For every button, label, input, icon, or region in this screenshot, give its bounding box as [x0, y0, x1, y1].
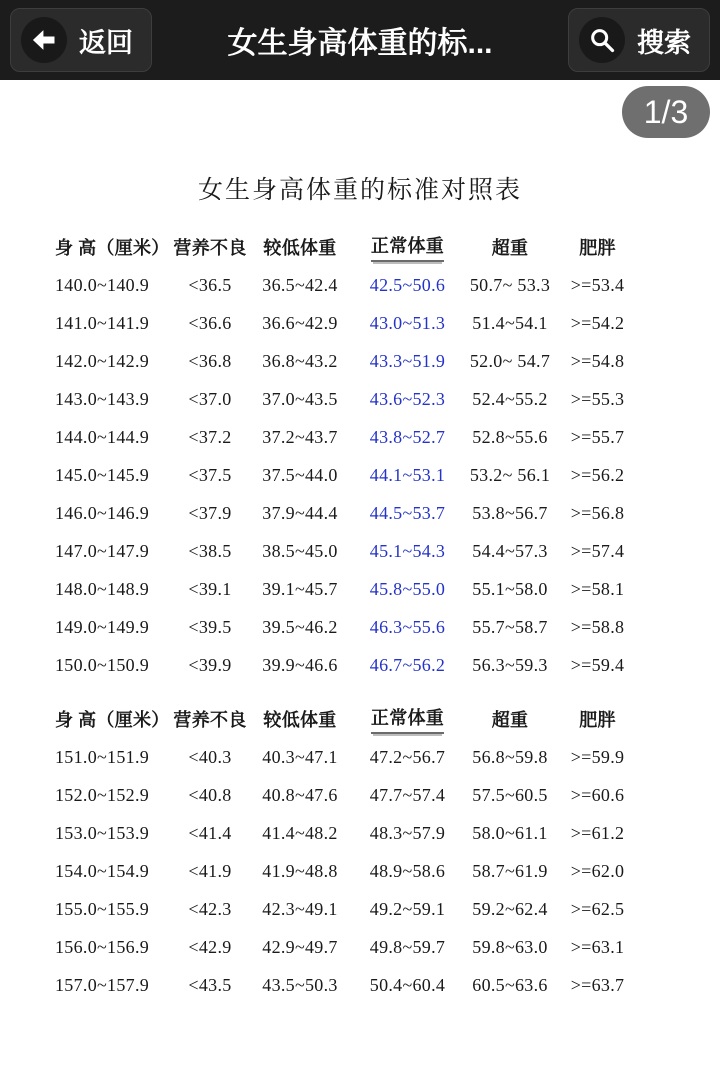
column-header: 正常体重 [350, 704, 465, 734]
table-row [42, 646, 720, 684]
table-cell: 52.4~55.2 [472, 388, 548, 409]
back-button-label: 返回 [79, 27, 133, 58]
table-cell: 44.1~53.1 [369, 464, 446, 485]
table-row [42, 608, 720, 646]
table-cell: 146.0~146.9 [55, 502, 150, 523]
table-cell: 156.0~156.9 [55, 936, 150, 957]
table-cell: >=56.2 [570, 464, 625, 485]
table-cell: >=62.5 [570, 898, 625, 919]
table-cell: >=59.9 [570, 746, 625, 767]
table-cell: >=55.7 [570, 426, 625, 447]
table-cell: 140.0~140.9 [55, 274, 150, 295]
table-row [42, 738, 720, 776]
table-cell: 48.3~57.9 [369, 822, 446, 843]
table-cell: <37.5 [188, 464, 232, 485]
document-table [0, 228, 720, 1004]
table-section-2 [0, 700, 720, 1004]
page-indicator-badge: 1/3 [622, 86, 710, 138]
magnifier-icon [579, 17, 625, 63]
table-cell: 37.2~43.7 [262, 426, 338, 447]
table-cell: 150.0~150.9 [55, 654, 150, 675]
table-cell: 48.9~58.6 [369, 860, 446, 881]
table-cell: >=58.1 [570, 578, 625, 599]
table-row [42, 928, 720, 966]
table-cell: 143.0~143.9 [55, 388, 150, 409]
table-cell: <41.4 [188, 822, 232, 843]
table-cell: 59.8~63.0 [472, 936, 548, 957]
table-cell: >=62.0 [570, 860, 625, 881]
table-cell: 145.0~145.9 [55, 464, 150, 485]
table-cell: 44.5~53.7 [369, 502, 446, 523]
table-cell: 42.3~49.1 [262, 898, 338, 919]
table-cell: 47.7~57.4 [369, 784, 446, 805]
table-cell: 36.8~43.2 [262, 350, 338, 371]
table-cell: 59.2~62.4 [472, 898, 548, 919]
table-cell: 39.5~46.2 [262, 616, 338, 637]
table-cell: 57.5~60.5 [472, 784, 548, 805]
table-cell: 53.2~ 56.1 [469, 464, 551, 485]
table-cell: 51.4~54.1 [472, 312, 548, 333]
table-cell: >=53.4 [570, 274, 625, 295]
table-cell: 42.9~49.7 [262, 936, 338, 957]
table-cell: <39.1 [188, 578, 232, 599]
table-cell: <42.9 [188, 936, 232, 957]
table-cell: >=61.2 [570, 822, 625, 843]
table-cell: 36.6~42.9 [262, 312, 338, 333]
table-cell: >=57.4 [570, 540, 625, 561]
table-cell: 157.0~157.9 [55, 974, 150, 995]
table-cell: 42.5~50.6 [369, 274, 446, 295]
table-cell: 147.0~147.9 [55, 540, 150, 561]
table-cell: <36.8 [188, 350, 232, 371]
search-button[interactable] [568, 8, 710, 72]
table-cell: <40.3 [188, 746, 232, 767]
table-cell: 56.3~59.3 [472, 654, 548, 675]
table-cell: 155.0~155.9 [55, 898, 150, 919]
column-header: 超重 [491, 710, 529, 730]
table-cell: 43.5~50.3 [262, 974, 338, 995]
search-button-label: 搜索 [637, 27, 691, 58]
table-cell: >=56.8 [570, 502, 625, 523]
table-cell: >=63.1 [570, 936, 625, 957]
table-cell: 58.0~61.1 [472, 822, 548, 843]
table-cell: 50.7~ 53.3 [469, 274, 551, 295]
table-cell: <40.8 [188, 784, 232, 805]
table-row [42, 494, 720, 532]
arrow-left-icon [21, 17, 67, 63]
table-cell: 41.9~48.8 [262, 860, 338, 881]
table-cell: 47.2~56.7 [369, 746, 446, 767]
table-cell: >=59.4 [570, 654, 625, 675]
column-header: 营养不良 [173, 238, 247, 258]
table-cell: 46.7~56.2 [369, 654, 446, 675]
table-cell: >=60.6 [570, 784, 625, 805]
table-cell: 45.1~54.3 [369, 540, 446, 561]
column-header: 较低体重 [263, 238, 337, 258]
table-cell: 55.1~58.0 [472, 578, 548, 599]
app-bar [0, 0, 720, 80]
table-cell: <43.5 [188, 974, 232, 995]
table-cell: >=58.8 [570, 616, 625, 637]
table-cell: 151.0~151.9 [55, 746, 150, 767]
table-cell: <37.9 [188, 502, 232, 523]
table-cell: 37.5~44.0 [262, 464, 338, 485]
table-cell: 148.0~148.9 [55, 578, 150, 599]
table-cell: 37.0~43.5 [262, 388, 338, 409]
column-header: 身 高（厘米） [55, 238, 170, 258]
table-cell: <39.5 [188, 616, 232, 637]
table-cell: 43.6~52.3 [369, 388, 446, 409]
table-row [42, 532, 720, 570]
column-header: 超重 [491, 238, 529, 258]
column-header: 肥胖 [579, 710, 616, 730]
table-cell: <38.5 [188, 540, 232, 561]
table-row [42, 570, 720, 608]
table-cell: 55.7~58.7 [472, 616, 548, 637]
table-row [42, 456, 720, 494]
table-header-row [42, 700, 720, 738]
document-page [0, 80, 720, 1004]
table-row [42, 852, 720, 890]
table-cell: 153.0~153.9 [55, 822, 150, 843]
table-cell: >=54.2 [570, 312, 625, 333]
table-cell: 43.3~51.9 [369, 350, 446, 371]
table-cell: 49.8~59.7 [369, 936, 446, 957]
table-cell: 60.5~63.6 [472, 974, 548, 995]
table-row [42, 266, 720, 304]
table-cell: 36.5~42.4 [262, 274, 338, 295]
table-cell: >=63.7 [570, 974, 625, 995]
column-header: 较低体重 [263, 710, 337, 730]
table-cell: 141.0~141.9 [55, 312, 150, 333]
table-cell: 52.8~55.6 [472, 426, 548, 447]
table-cell: 152.0~152.9 [55, 784, 150, 805]
table-row [42, 890, 720, 928]
table-cell: <37.0 [188, 388, 232, 409]
table-cell: 39.9~46.6 [262, 654, 338, 675]
table-cell: 38.5~45.0 [262, 540, 338, 561]
table-cell: 154.0~154.9 [55, 860, 150, 881]
table-cell: 40.3~47.1 [262, 746, 338, 767]
table-cell: 37.9~44.4 [262, 502, 338, 523]
table-cell: <36.6 [188, 312, 232, 333]
table-cell: 53.8~56.7 [472, 502, 548, 523]
table-cell: 40.8~47.6 [262, 784, 338, 805]
table-cell: 58.7~61.9 [472, 860, 548, 881]
table-cell: >=55.3 [570, 388, 625, 409]
table-row [42, 814, 720, 852]
table-cell: 56.8~59.8 [472, 746, 548, 767]
table-row [42, 380, 720, 418]
column-header: 营养不良 [173, 710, 247, 730]
back-button[interactable] [10, 8, 152, 72]
table-cell: 45.8~55.0 [369, 578, 446, 599]
table-header-row [42, 228, 720, 266]
table-cell: 43.8~52.7 [369, 426, 446, 447]
table-cell: <41.9 [188, 860, 232, 881]
table-cell: 43.0~51.3 [369, 312, 446, 333]
column-header: 正常体重 [350, 232, 465, 262]
table-cell: 54.4~57.3 [472, 540, 548, 561]
app-title: 女生身高体重的标... [227, 27, 493, 60]
table-cell: 149.0~149.9 [55, 616, 150, 637]
table-row [42, 776, 720, 814]
table-cell: 50.4~60.4 [369, 974, 446, 995]
table-row [42, 342, 720, 380]
table-cell: 142.0~142.9 [55, 350, 150, 371]
table-row [42, 966, 720, 1004]
table-row [42, 418, 720, 456]
table-cell: 39.1~45.7 [262, 578, 338, 599]
table-section-1 [0, 228, 720, 684]
table-cell: 41.4~48.2 [262, 822, 338, 843]
table-cell: <36.5 [188, 274, 232, 295]
column-header: 身 高（厘米） [55, 710, 170, 730]
table-cell: 49.2~59.1 [369, 898, 446, 919]
table-cell: 46.3~55.6 [369, 616, 446, 637]
document-title: 女生身高体重的标准对照表 [197, 177, 522, 204]
table-cell: >=54.8 [570, 350, 625, 371]
table-cell: <37.2 [188, 426, 232, 447]
column-header: 肥胖 [579, 238, 616, 258]
table-cell: 144.0~144.9 [55, 426, 150, 447]
table-cell: <39.9 [188, 654, 232, 675]
table-cell: 52.0~ 54.7 [469, 350, 551, 371]
table-row [42, 304, 720, 342]
table-cell: <42.3 [188, 898, 232, 919]
